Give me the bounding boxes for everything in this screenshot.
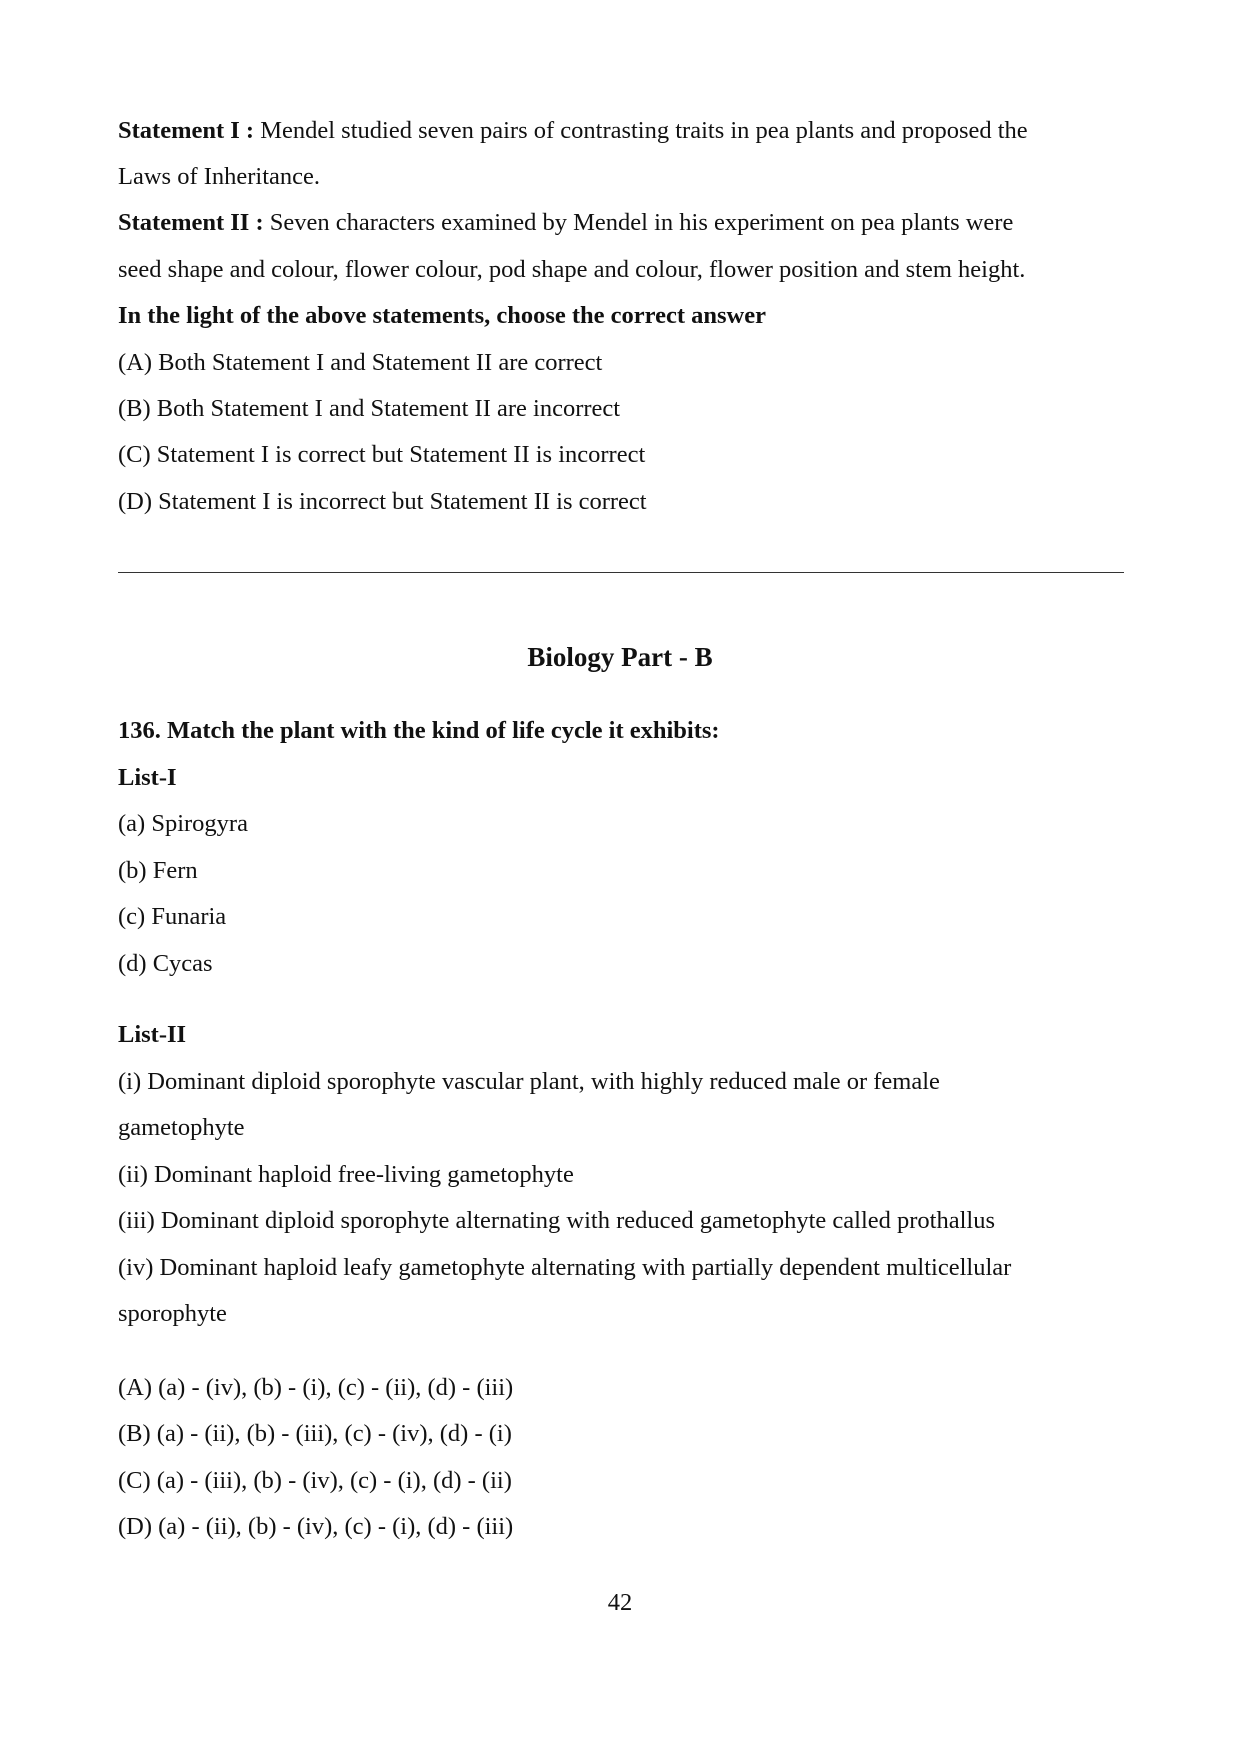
q136-option-c: (C) (a) - (iii), (b) - (iv), (c) - (i), (d) - (ii) (118, 1467, 512, 1494)
q135-option-d: (D) Statement I is incorrect but Statement II is correct (118, 488, 647, 515)
list-2-item-iv-line-2: sporophyte (118, 1300, 227, 1327)
section-heading: Biology Part - B (527, 642, 713, 672)
list-2-item-i-line-1: (i) Dominant diploid sporophyte vascular plant, with highly reduced male or female (118, 1068, 940, 1095)
list-2-item-iii: (iii) Dominant diploid sporophyte alternating with reduced gametophyte called prothallus (118, 1207, 996, 1234)
section-divider (118, 572, 1124, 573)
statement-1-line-1 (118, 116, 1028, 146)
list-1-item-c: (c) Funaria (118, 903, 227, 930)
statement-2-label: Statement II : (118, 209, 264, 236)
statement-2-line-2: seed shape and colour, flower colour, pod shape and colour, flower position and stem height. (118, 256, 1026, 283)
q135-instruction: In the light of the above statements, choose the correct answer (118, 302, 766, 329)
list-2-item-i-line-2: gametophyte (118, 1114, 245, 1141)
list-2-item-ii: (ii) Dominant haploid free-living gametophyte (118, 1161, 574, 1188)
q136-option-b: (B) (a) - (ii), (b) - (iii), (c) - (iv), (d) - (i) (118, 1420, 512, 1447)
statement-1-line-2: Laws of Inheritance. (118, 163, 321, 190)
statement-1-label: Statement I : (118, 117, 255, 144)
q135-option-b: (B) Both Statement I and Statement II are incorrect (118, 395, 621, 422)
list-1-item-b: (b) Fern (118, 857, 198, 884)
list-1-item-d: (d) Cycas (118, 950, 213, 977)
q135-option-a: (A) Both Statement I and Statement II are correct (118, 349, 603, 376)
q136-option-a: (A) (a) - (iv), (b) - (i), (c) - (ii), (d) - (iii) (118, 1374, 514, 1401)
q136-question: 136. Match the plant with the kind of life cycle it exhibits: (118, 717, 720, 744)
list-1-title: List-I (118, 764, 177, 791)
statement-2-line-1 (118, 208, 1013, 238)
list-1-item-a: (a) Spirogyra (118, 810, 248, 837)
list-2-item-iv-line-1: (iv) Dominant haploid leafy gametophyte alternating with partially dependent multicellular (118, 1254, 1012, 1281)
q135-option-c: (C) Statement I is correct but Statement II is incorrect (118, 441, 646, 468)
statement-1-text: Mendel studied seven pairs of contrasting traits in pea plants and proposed the (254, 117, 1028, 144)
q136-option-d: (D) (a) - (ii), (b) - (iv), (c) - (i), (d) - (iii) (118, 1513, 514, 1540)
statement-2-text: Seven characters examined by Mendel in his experiment on pea plants were (263, 209, 1014, 236)
page-number: 42 (607, 1589, 633, 1616)
list-2-title: List-II (118, 1021, 187, 1048)
